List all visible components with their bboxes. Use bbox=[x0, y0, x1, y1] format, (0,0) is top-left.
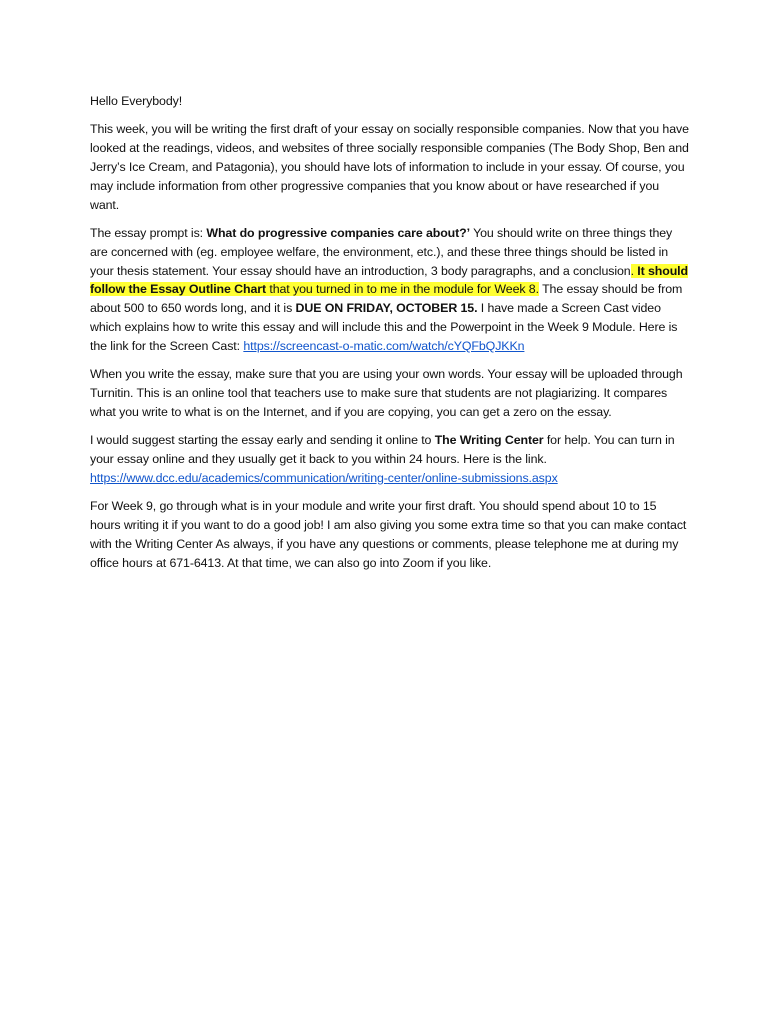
prompt-text-4: I have made a Screen Cast video which explains how to write this essay and will include this and the Powerpoint in the Week 9 Module. Here is the link for the Screen Cast: bbox=[90, 301, 678, 353]
paragraph-writing-center bbox=[90, 431, 690, 487]
paragraph-intro: This week, you will be writing the first draft of your essay on socially responsible companies. Now that you have looked at the readings, videos, and websites of three socially responsible companies (The Body Shop, Ben and Jerry’s Ice Cream, and Patagonia), you should have lots of information to include in your essay. Of course, you may include information from other progressive companies that you know about or have researched if you want. bbox=[90, 122, 689, 212]
screencast-link[interactable]: https://screencast-o-matic.com/watch/cYQFbQJKKn bbox=[243, 338, 525, 353]
prompt-text-3: The essay should be from about 500 to 650 words long, and it is bbox=[90, 282, 683, 316]
essay-outline-chart-note: It should follow the Essay Outline Chart bbox=[90, 263, 688, 297]
writing-center-link[interactable]: https://www.dcc.edu/academics/communication/writing-center/online-submissions.aspx bbox=[90, 470, 558, 485]
due-date: DUE ON FRIDAY, OCTOBER 15. bbox=[295, 301, 478, 316]
prompt-text-2: You should write on three things they are concerned with (eg. employee welfare, the environment, etc.), and these three things should be listed in your thesis statement. Your essay should have an introduction, 3 body paragraphs, and a conclusion bbox=[90, 225, 673, 278]
writing-center-text-2: for help. You can turn in your essay online and they usually get it back to you within 24 hours. Here is the link. bbox=[90, 433, 675, 466]
prompt-text-1: The essay prompt is: bbox=[90, 225, 207, 240]
prompt-question: What do progressive companies care about?’ bbox=[206, 225, 470, 240]
writing-center-name: The Writing Center bbox=[434, 433, 544, 448]
highlight-tail: that you turned in to me in the module for Week 8. bbox=[266, 282, 539, 297]
document-body bbox=[90, 92, 690, 582]
highlight-lead: . bbox=[630, 263, 638, 278]
paragraph-essay-prompt bbox=[90, 224, 690, 356]
paragraph-turnitin: When you write the essay, make sure that you are using your own words. Your essay will be uploaded through Turnitin. This is an online tool that teachers use to make sure that students are not plagiarizing. It compares what you write to what is on the Internet, and if you are copying, you can get a zero on the essay. bbox=[90, 367, 683, 419]
writing-center-text-1: I would suggest starting the essay early and sending it online to bbox=[90, 433, 435, 448]
greeting: Hello Everybody! bbox=[90, 94, 183, 108]
paragraph-week-9: For Week 9, go through what is in your module and write your first draft. You should spend about 10 to 15 hours writing it if you want to do a good job! I am also giving you some extra time so that you can make contact with the Writing Center As always, if you have any questions or comments, please telephone me at during my office hours at 671-6413. At that time, we can also go into Zoom if you like. bbox=[90, 499, 687, 570]
